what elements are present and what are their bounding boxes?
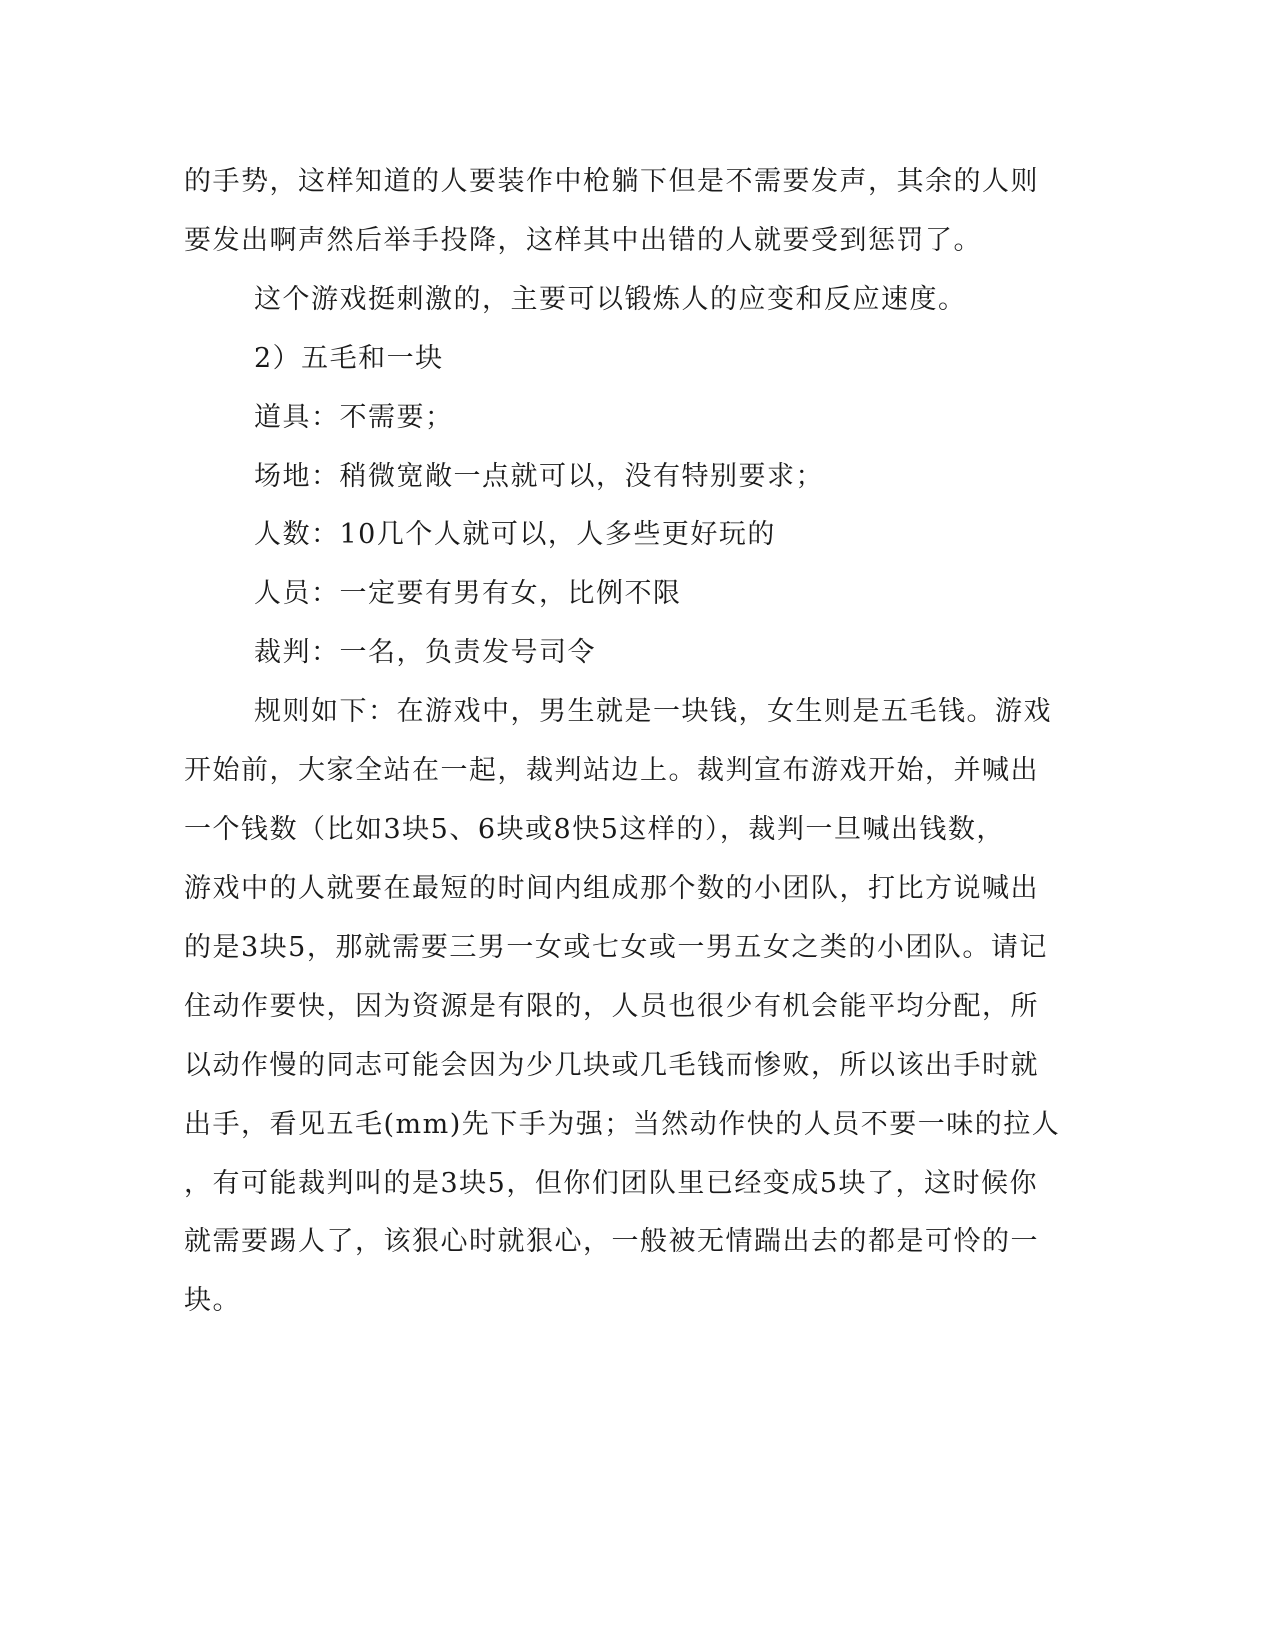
paragraph-line: 的是3块5，那就需要三男一女或七女或一男五女之类的小团队。请记	[184, 932, 1048, 963]
paragraph-line: 人数：10几个人就可以，人多些更好玩的	[254, 519, 776, 550]
paragraph-line: 块。	[184, 1285, 241, 1316]
paragraph-line: 这个游戏挺刺激的，主要可以锻炼人的应变和反应速度。	[254, 284, 967, 315]
paragraph-line: ，有可能裁判叫的是3块5，但你们团队里已经变成5块了，这时候你	[184, 1168, 1039, 1199]
paragraph-line: 规则如下：在游戏中，男生就是一块钱，女生则是五毛钱。游戏	[254, 696, 1052, 727]
paragraph-line: 裁判：一名，负责发号司令	[254, 637, 596, 668]
section-heading: 2）五毛和一块	[254, 343, 444, 374]
paragraph-line: 一个钱数（比如3块5、6块或8快5这样的），裁判一旦喊出钱数，	[184, 814, 1005, 845]
paragraph-line: 人员：一定要有男有女，比例不限	[254, 578, 682, 609]
paragraph-line: 的手势，这样知道的人要装作中枪躺下但是不需要发声，其余的人则	[184, 166, 1039, 197]
paragraph-line: 出手，看见五毛(mm)先下手为强；当然动作快的人员不要一味的拉人	[184, 1109, 1061, 1140]
paragraph-line: 道具：不需要；	[254, 402, 454, 433]
paragraph-line: 开始前，大家全站在一起，裁判站边上。裁判宣布游戏开始，并喊出	[184, 755, 1039, 786]
paragraph-line: 游戏中的人就要在最短的时间内组成那个数的小团队，打比方说喊出	[184, 873, 1039, 904]
paragraph-line: 住动作要快，因为资源是有限的，人员也很少有机会能平均分配，所	[184, 991, 1039, 1022]
paragraph-line: 场地：稍微宽敞一点就可以，没有特别要求；	[254, 461, 824, 492]
paragraph-line: 以动作慢的同志可能会因为少几块或几毛钱而惨败，所以该出手时就	[184, 1050, 1039, 1081]
paragraph-line: 要发出啊声然后举手投降，这样其中出错的人就要受到惩罚了。	[184, 225, 982, 256]
paragraph-line: 就需要踢人了，该狠心时就狠心，一般被无情踹出去的都是可怜的一	[184, 1226, 1039, 1257]
